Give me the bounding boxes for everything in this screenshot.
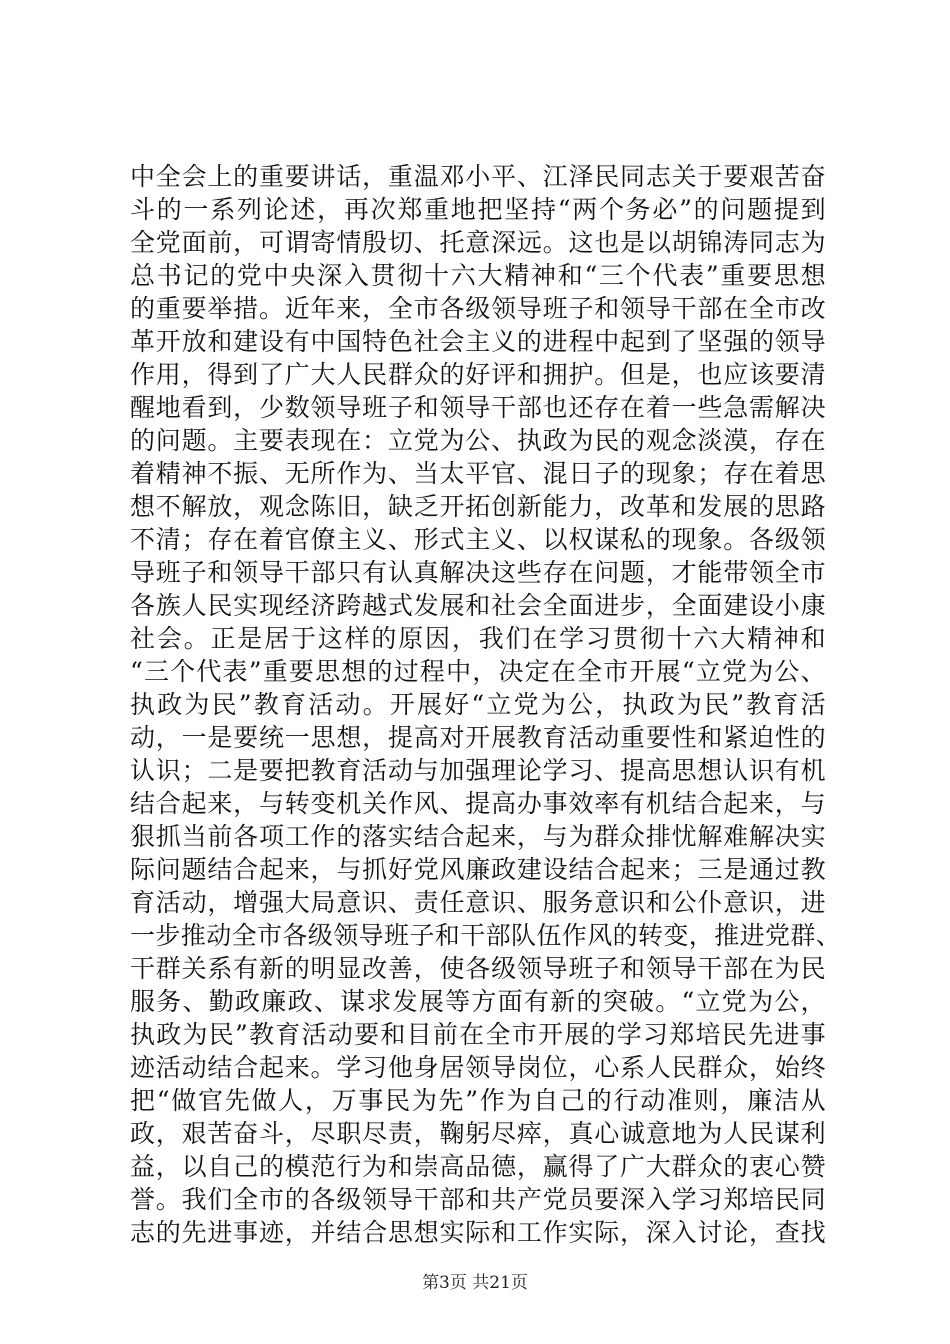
page-number-footer: 第3页 共21页 — [422, 1273, 528, 1293]
body-text — [130, 160, 842, 1249]
text-line: 醒地看到，少数领导班子和领导干部也还存在着一些急需解决 — [130, 393, 826, 422]
text-line: 认识；二是要把教育活动与加强理论学习、提高思想认识有机 — [130, 756, 826, 785]
text-line: 誉。我们全市的各级领导干部和共产党员要深入学习郑培民同 — [130, 1185, 826, 1214]
text-line: 一步推动全市各级领导班子和干部队伍作风的转变，推进党群、 — [130, 921, 842, 950]
text-line: 狠抓当前各项工作的落实结合起来，与为群众排忧解难解决实 — [130, 822, 826, 851]
text-line: 想不解放，观念陈旧，缺乏开拓创新能力，改革和发展的思路 — [130, 492, 826, 521]
text-line: 服务、勤政廉政、谋求发展等方面有新的突破。“立党为公， — [130, 987, 826, 1016]
text-line: 斗的一系列论述，再次郑重地把坚持“两个务必”的问题提到 — [130, 195, 826, 224]
text-line: 的重要举措。近年来，全市各级领导班子和领导干部在全市改 — [130, 294, 826, 323]
text-line: 政，艰苦奋斗，尽职尽责，鞠躬尽瘁，真心诚意地为人民谋利 — [130, 1119, 826, 1148]
text-line: 动，一是要统一思想，提高对开展教育活动重要性和紧迫性的 — [130, 723, 826, 752]
text-line: 革开放和建设有中国特色社会主义的进程中起到了坚强的领导 — [130, 327, 826, 356]
text-line: 育活动，增强大局意识、责任意识、服务意识和公仆意识，进 — [130, 888, 826, 917]
text-line: 结合起来，与转变机关作风、提高办事效率有机结合起来，与 — [130, 789, 826, 818]
text-line: “三个代表”重要思想的过程中，决定在全市开展“立党为公、 — [130, 657, 826, 686]
text-line: 益，以自己的模范行为和崇高品德，赢得了广大群众的衷心赞 — [130, 1152, 826, 1181]
text-line: 总书记的党中央深入贯彻十六大精神和“三个代表”重要思想 — [130, 261, 826, 290]
text-line: 不清；存在着官僚主义、形式主义、以权谋私的现象。各级领 — [130, 525, 826, 554]
text-line: 社会。正是居于这样的原因，我们在学习贯彻十六大精神和 — [130, 624, 826, 653]
text-line: 全党面前，可谓寄情殷切、托意深远。这也是以胡锦涛同志为 — [130, 228, 826, 257]
text-line: 干群关系有新的明显改善，使各级领导班子和领导干部在为民 — [130, 954, 826, 983]
text-line: 执政为民”教育活动。开展好“立党为公，执政为民”教育活 — [130, 690, 826, 719]
text-line: 的问题。主要表现在：立党为公、执政为民的观念淡漠，存在 — [130, 426, 826, 455]
text-line: 把“做官先做人，万事民为先”作为自己的行动准则，廉洁从 — [130, 1086, 826, 1115]
text-line: 迹活动结合起来。学习他身居领导岗位，心系人民群众，始终 — [130, 1053, 826, 1082]
text-line: 志的先进事迹，并结合思想实际和工作实际，深入讨论，查找 — [130, 1218, 826, 1247]
text-line: 际问题结合起来，与抓好党风廉政建设结合起来；三是通过教 — [130, 855, 826, 884]
text-line: 作用，得到了广大人民群众的好评和拥护。但是，也应该要清 — [130, 360, 826, 389]
text-line: 导班子和领导干部只有认真解决这些存在问题，才能带领全市 — [130, 558, 826, 587]
text-line: 执政为民”教育活动要和目前在全市开展的学习郑培民先进事 — [130, 1020, 826, 1049]
text-line: 各族人民实现经济跨越式发展和社会全面进步，全面建设小康 — [130, 591, 826, 620]
text-line: 中全会上的重要讲话，重温邓小平、江泽民同志关于要艰苦奋 — [130, 162, 826, 191]
text-line: 着精神不振、无所作为、当太平官、混日子的现象；存在着思 — [130, 459, 826, 488]
